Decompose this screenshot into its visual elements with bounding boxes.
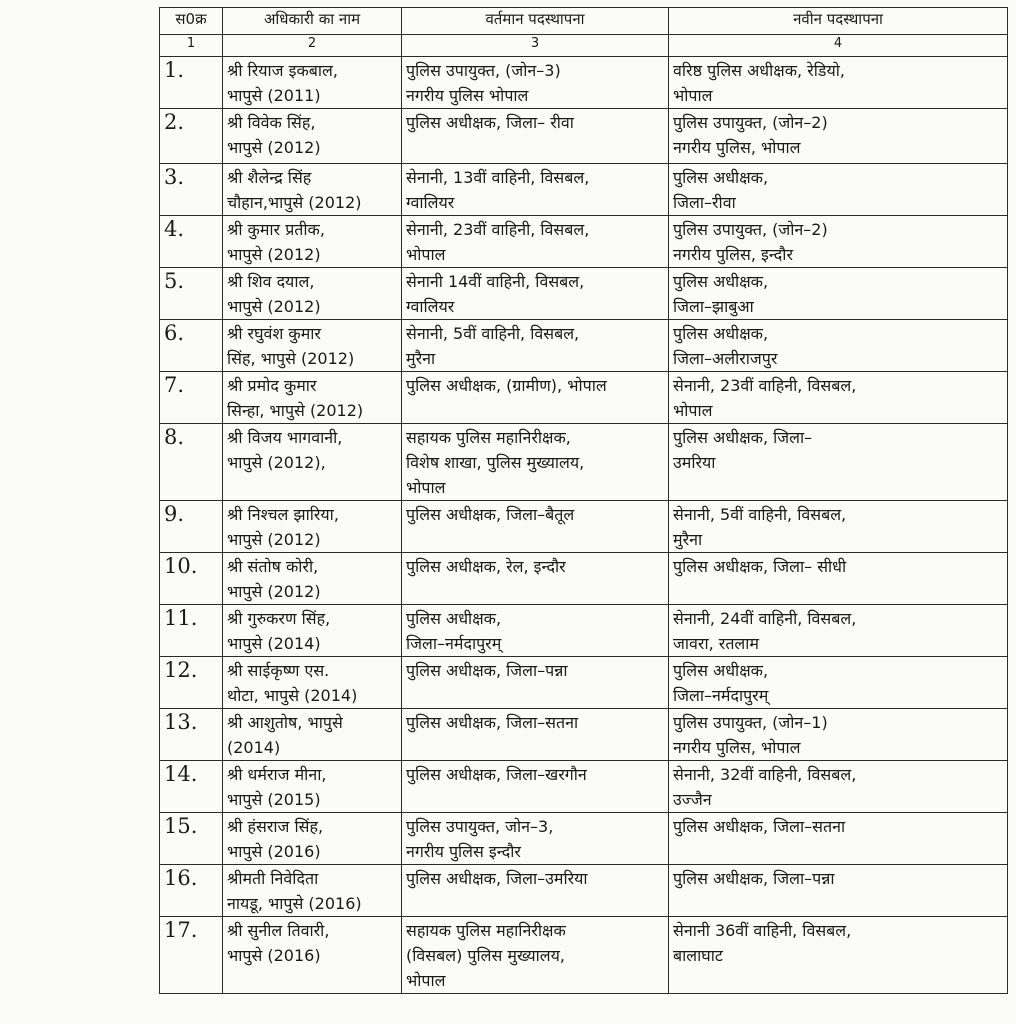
current-posting-cell: पुलिस अधीक्षक, जिला–नर्मदापुरम् (402, 605, 669, 657)
current-posting-cell: सहायक पुलिस महानिरीक्षक, विशेष शाखा, पुलिस मुख्यालय, भोपाल (402, 424, 669, 501)
current-posting-cell: पुलिस अधीक्षक, जिला–सतना (402, 709, 669, 761)
officer-name-cell: श्री कुमार प्रतीक, भापुसे (2012) (223, 216, 402, 268)
new-posting-cell: पुलिस उपायुक्त, (जोन–2) नगरीय पुलिस, इन्दौर (669, 216, 1008, 268)
officer-name-cell: श्री गुरुकरण सिंह, भापुसे (2014) (223, 605, 402, 657)
serial-number-cell: 7. (160, 372, 223, 424)
officer-name-cell: श्री रियाज इकबाल, भापुसे (2011) (223, 57, 402, 109)
serial-number-cell: 13. (160, 709, 223, 761)
table-row (160, 813, 1008, 865)
table-row (160, 709, 1008, 761)
serial-number-cell: 15. (160, 813, 223, 865)
header-serial: स0क्र (160, 8, 223, 35)
officer-name-cell: श्री विजय भागवानी, भापुसे (2012), (223, 424, 402, 501)
new-posting-cell: सेनानी, 32वीं वाहिनी, विसबल, उज्जैन (669, 761, 1008, 813)
current-posting-cell: सेनानी, 5वीं वाहिनी, विसबल, मुरैना (402, 320, 669, 372)
officer-name-cell: श्रीमती निवेदिता नायडू, भापुसे (2016) (223, 865, 402, 917)
officer-name-cell: श्री हंसराज सिंह, भापुसे (2016) (223, 813, 402, 865)
new-posting-cell: पुलिस अधीक्षक, जिला–नर्मदापुरम् (669, 657, 1008, 709)
table-row (160, 657, 1008, 709)
new-posting-cell: सेनानी, 23वीं वाहिनी, विसबल, भोपाल (669, 372, 1008, 424)
header-new-posting: नवीन पदस्थापना (669, 8, 1008, 35)
serial-number-cell: 8. (160, 424, 223, 501)
new-posting-cell: पुलिस अधीक्षक, जिला–झाबुआ (669, 268, 1008, 320)
new-posting-cell: पुलिस उपायुक्त, (जोन–2) नगरीय पुलिस, भोपाल (669, 109, 1008, 164)
new-posting-cell: पुलिस अधीक्षक, जिला–रीवा (669, 164, 1008, 216)
serial-number-cell: 11. (160, 605, 223, 657)
table-row (160, 501, 1008, 553)
table-body (160, 57, 1008, 994)
column-number: 2 (223, 35, 402, 57)
table-row (160, 164, 1008, 216)
serial-number-cell: 14. (160, 761, 223, 813)
table-row (160, 865, 1008, 917)
new-posting-cell: पुलिस अधीक्षक, जिला–पन्ना (669, 865, 1008, 917)
table-row (160, 553, 1008, 605)
table-row (160, 109, 1008, 164)
current-posting-cell: सेनानी 14वीं वाहिनी, विसबल, ग्वालियर (402, 268, 669, 320)
serial-number-cell: 12. (160, 657, 223, 709)
table-row (160, 268, 1008, 320)
new-posting-cell: पुलिस अधीक्षक, जिला–अलीराजपुर (669, 320, 1008, 372)
current-posting-cell: सहायक पुलिस महानिरीक्षक (विसबल) पुलिस मुख्यालय, भोपाल (402, 917, 669, 994)
column-number: 4 (669, 35, 1008, 57)
header-row (160, 8, 1008, 35)
column-number: 3 (402, 35, 669, 57)
officer-name-cell: श्री विवेक सिंह, भापुसे (2012) (223, 109, 402, 164)
current-posting-cell: सेनानी, 13वीं वाहिनी, विसबल, ग्वालियर (402, 164, 669, 216)
transfer-table (159, 7, 1008, 994)
current-posting-cell: पुलिस अधीक्षक, जिला–बैतूल (402, 501, 669, 553)
column-number: 1 (160, 35, 223, 57)
officer-name-cell: श्री रघुवंश कुमार सिंह, भापुसे (2012) (223, 320, 402, 372)
officer-name-cell: श्री साईकृष्ण एस. थोटा, भापुसे (2014) (223, 657, 402, 709)
serial-number-cell: 4. (160, 216, 223, 268)
officer-name-cell: श्री आशुतोष, भापुसे (2014) (223, 709, 402, 761)
new-posting-cell: पुलिस अधीक्षक, जिला– सीधी (669, 553, 1008, 605)
serial-number-cell: 10. (160, 553, 223, 605)
table-row (160, 320, 1008, 372)
officer-name-cell: श्री प्रमोद कुमार सिन्हा, भापुसे (2012) (223, 372, 402, 424)
header-current-posting: वर्तमान पदस्थापना (402, 8, 669, 35)
officer-name-cell: श्री सुनील तिवारी, भापुसे (2016) (223, 917, 402, 994)
officer-name-cell: श्री धर्मराज मीना, भापुसे (2015) (223, 761, 402, 813)
column-number-row (160, 35, 1008, 57)
serial-number-cell: 5. (160, 268, 223, 320)
table-row (160, 57, 1008, 109)
officer-name-cell: श्री शिव दयाल, भापुसे (2012) (223, 268, 402, 320)
current-posting-cell: पुलिस उपायुक्त, (जोन–3) नगरीय पुलिस भोपाल (402, 57, 669, 109)
current-posting-cell: पुलिस अधीक्षक, जिला–पन्ना (402, 657, 669, 709)
serial-number-cell: 3. (160, 164, 223, 216)
current-posting-cell: पुलिस अधीक्षक, जिला–खरगौन (402, 761, 669, 813)
new-posting-cell: वरिष्ठ पुलिस अधीक्षक, रेडियो, भोपाल (669, 57, 1008, 109)
serial-number-cell: 17. (160, 917, 223, 994)
serial-number-cell: 9. (160, 501, 223, 553)
current-posting-cell: पुलिस अधीक्षक, जिला– रीवा (402, 109, 669, 164)
current-posting-cell: पुलिस अधीक्षक, रेल, इन्दौर (402, 553, 669, 605)
officer-name-cell: श्री निश्चल झारिया, भापुसे (2012) (223, 501, 402, 553)
current-posting-cell: पुलिस उपायुक्त, जोन–3, नगरीय पुलिस इन्दौर (402, 813, 669, 865)
new-posting-cell: सेनानी 36वीं वाहिनी, विसबल, बालाघाट (669, 917, 1008, 994)
table-row (160, 372, 1008, 424)
current-posting-cell: सेनानी, 23वीं वाहिनी, विसबल, भोपाल (402, 216, 669, 268)
current-posting-cell: पुलिस अधीक्षक, जिला–उमरिया (402, 865, 669, 917)
officer-name-cell: श्री शैलेन्द्र सिंह चौहान,भापुसे (2012) (223, 164, 402, 216)
officer-name-cell: श्री संतोष कोरी, भापुसे (2012) (223, 553, 402, 605)
new-posting-cell: सेनानी, 5वीं वाहिनी, विसबल, मुरैना (669, 501, 1008, 553)
new-posting-cell: पुलिस अधीक्षक, जिला–सतना (669, 813, 1008, 865)
table-row (160, 216, 1008, 268)
new-posting-cell: सेनानी, 24वीं वाहिनी, विसबल, जावरा, रतलाम (669, 605, 1008, 657)
table-row (160, 761, 1008, 813)
current-posting-cell: पुलिस अधीक्षक, (ग्रामीण), भोपाल (402, 372, 669, 424)
table-row (160, 605, 1008, 657)
serial-number-cell: 6. (160, 320, 223, 372)
header-officer-name: अधिकारी का नाम (223, 8, 402, 35)
new-posting-cell: पुलिस अधीक्षक, जिला– उमरिया (669, 424, 1008, 501)
table-row (160, 424, 1008, 501)
serial-number-cell: 16. (160, 865, 223, 917)
serial-number-cell: 2. (160, 109, 223, 164)
table-row (160, 917, 1008, 994)
serial-number-cell: 1. (160, 57, 223, 109)
new-posting-cell: पुलिस उपायुक्त, (जोन–1) नगरीय पुलिस, भोपाल (669, 709, 1008, 761)
